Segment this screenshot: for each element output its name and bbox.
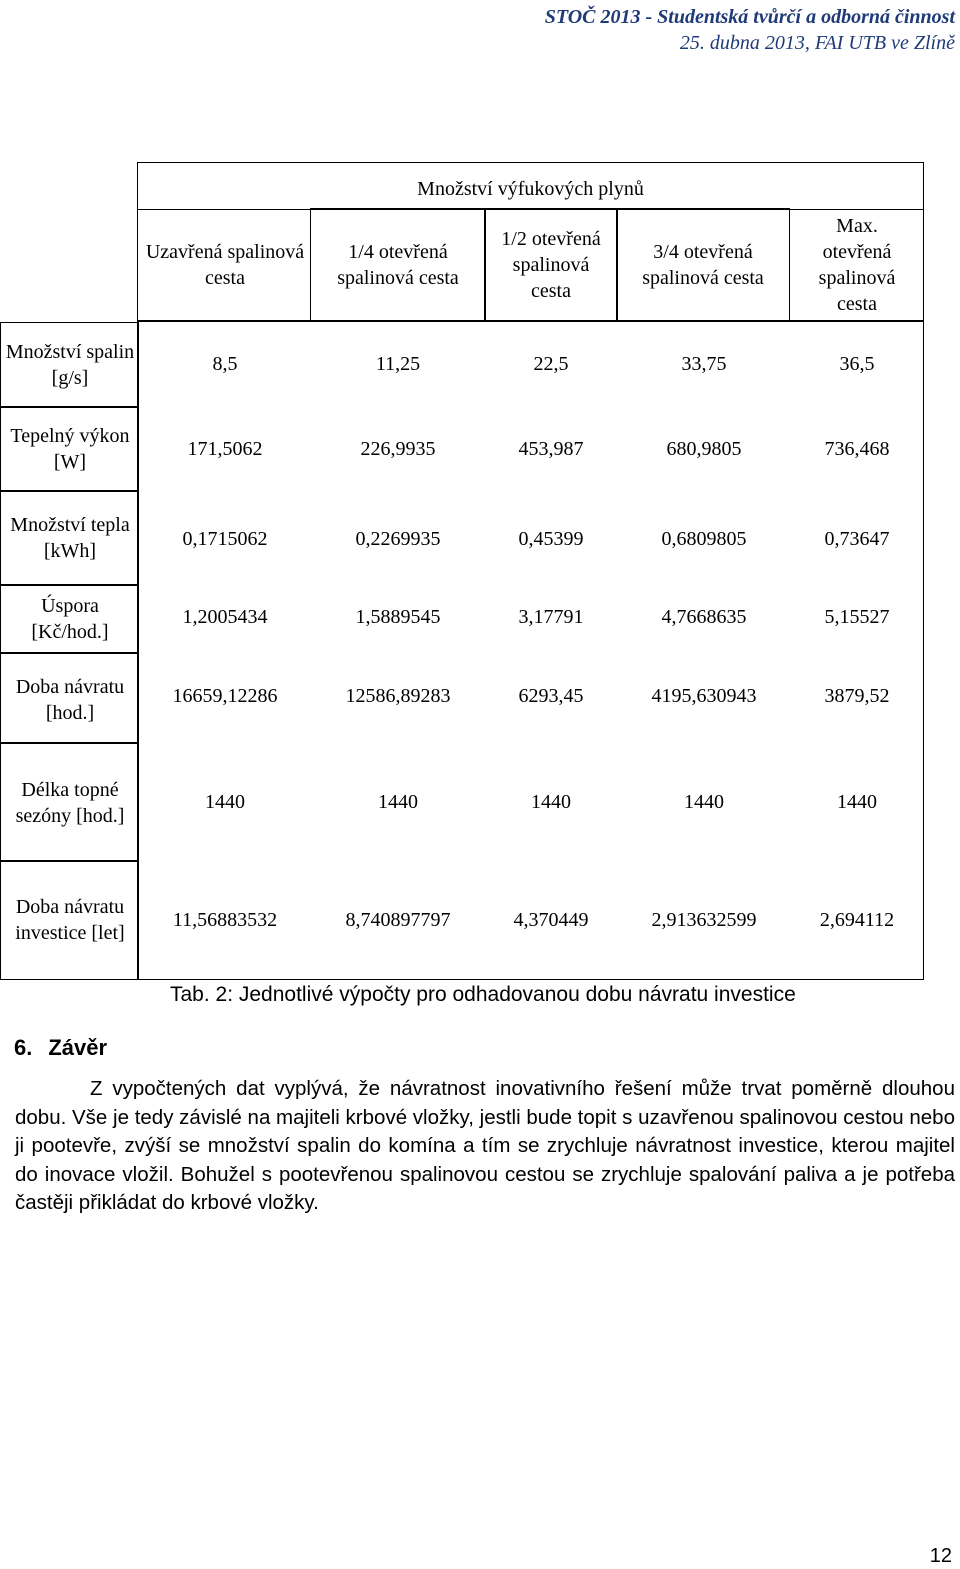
table-cell: 22,5 <box>533 353 569 375</box>
table-cell: 0,73647 <box>824 528 890 550</box>
table-cell: 36,5 <box>839 353 875 375</box>
table-cell: 16659,12286 <box>172 685 278 707</box>
table-cell: 1440 <box>205 791 245 813</box>
table-cell: 2,694112 <box>819 909 895 931</box>
table-cell: 0,6809805 <box>661 528 747 550</box>
header-date: 25. dubna 2013, FAI UTB ve Zlíně <box>679 32 955 54</box>
table-cell: 11,25 <box>375 353 421 375</box>
table-cell: 736,468 <box>824 438 890 460</box>
table-cell: 4195,630943 <box>651 685 757 707</box>
table-cell: 6293,45 <box>518 685 584 707</box>
row-label-savings: Úspora [Kč/hod.] <box>31 595 109 643</box>
table-cell: 1440 <box>378 791 418 813</box>
conclusion-paragraph: Z vypočtených dat vyplývá, že návratnost inovativního řešení může trvat poměrně dlouhou dobu. Vše je tedy závislé na majiteli krbové vložky, jestli bude topit s uzavřenou spalinovou cestou nebo ji pootevře, zvýší se množství spalin do komína a tím se zrychluje návratnost investice, kterou majitel do inovace vložil. Bohužel s pootevřenou spalinovou cestou se zrychluje spalování paliva a je potřeba častěji přikládat do krbové vložky. <box>15 1077 955 1215</box>
table-caption: Tab. 2: Jednotlivé výpočty pro odhadovanou dobu návratu investice <box>170 983 796 1006</box>
table-cell: 5,15527 <box>824 606 890 628</box>
table-cell: 680,9805 <box>666 438 742 460</box>
section-title: Závěr <box>48 1035 108 1060</box>
row-label-heat-amount: Množství tepla [kWh] <box>10 514 130 562</box>
column-header-three-quarter: 3/4 otevřená spalinová cesta <box>642 241 764 289</box>
table-cell: 33,75 <box>681 353 727 375</box>
table-cell: 0,45399 <box>518 528 584 550</box>
header-title: STOČ 2013 - Studentská tvůrčí a odborná činnost <box>544 6 955 28</box>
table-cell: 226,9935 <box>360 438 436 460</box>
table-cell: 4,7668635 <box>661 606 747 628</box>
table-cell: 0,1715062 <box>182 528 268 550</box>
row-label-season-length: Délka topné sezóny [hod.] <box>15 779 125 827</box>
section-heading <box>14 1035 123 1061</box>
table-cell: 1,5889545 <box>355 606 441 628</box>
table-cell: 1440 <box>531 791 571 813</box>
table-cell: 3879,52 <box>824 685 890 707</box>
group-header: Množství výfukových plynů <box>417 178 644 200</box>
table-cell: 0,2269935 <box>355 528 441 550</box>
table-cell: 1440 <box>837 791 877 813</box>
table-cell: 1440 <box>684 791 724 813</box>
table-cell: 1,2005434 <box>182 606 268 628</box>
table-cell: 8,740897797 <box>345 909 451 931</box>
row-label-heat-output: Tepelný výkon [W] <box>10 425 130 473</box>
column-header-quarter: 1/4 otevřená spalinová cesta <box>337 241 459 289</box>
row-label-payback-years: Doba návratu investice [let] <box>15 896 125 944</box>
row-label-flue-gas: Množství spalin [g/s] <box>5 341 135 389</box>
table-cell: 3,17791 <box>518 606 584 628</box>
table-cell: 453,987 <box>518 438 584 460</box>
table-cell: 8,5 <box>212 353 238 375</box>
table-cell: 171,5062 <box>187 438 263 460</box>
table-cell: 11,56883532 <box>172 909 278 931</box>
page-number: 12 <box>929 1545 952 1567</box>
row-label-payback-hours: Doba návratu [hod.] <box>15 676 125 724</box>
column-header-half: 1/2 otevřená spalinová cesta <box>501 228 601 302</box>
table-cell: 12586,89283 <box>345 685 451 707</box>
table-cell: 4,370449 <box>513 909 589 931</box>
column-header-max: Max. otevřená spalinová cesta <box>818 215 896 315</box>
column-header-closed: Uzavřená spalinová cesta <box>145 241 305 289</box>
section-number: 6. <box>14 1035 33 1060</box>
table-body-box <box>137 320 924 980</box>
table-cell: 2,913632599 <box>651 909 757 931</box>
